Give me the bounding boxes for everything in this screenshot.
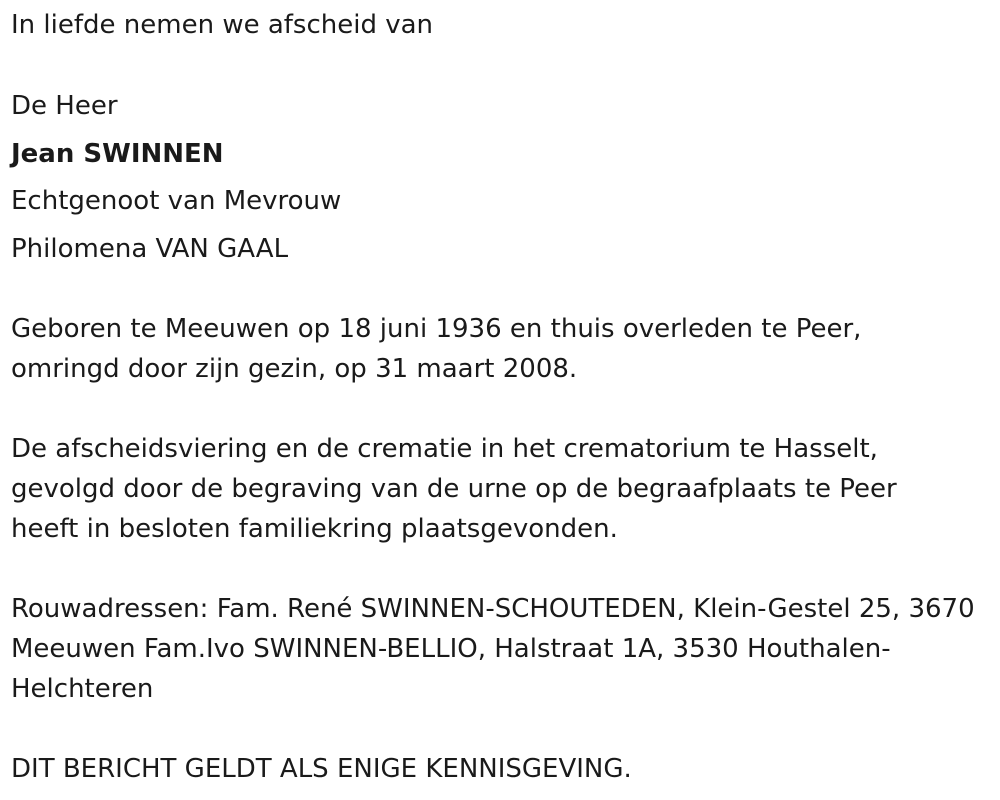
closing-notice: DIT BERICHT GELDT ALS ENIGE KENNISGEVING. [11,754,632,784]
ceremony-line-3: heeft in besloten familiekring plaatsgevonden. [11,514,618,544]
deceased-name: Jean SWINNEN [11,139,224,169]
intro-text: In liefde nemen we afscheid van [11,10,434,40]
address-line-3: Helchteren [11,674,154,704]
address-line-1: Rouwadressen: Fam. René SWINNEN-SCHOUTEDEN, Klein-Gestel 25, 3670 [11,594,975,624]
ceremony-line-2: gevolgd door de begraving van de urne op de begraafplaats te Peer [11,474,897,504]
spouse-name: Philomena VAN GAAL [11,234,289,264]
birth-death-line-2: omringd door zijn gezin, op 31 maart 2008. [11,354,578,384]
birth-death-line-1: Geboren te Meeuwen op 18 juni 1936 en thuis overleden te Peer, [11,314,862,344]
ceremony-line-1: De afscheidsviering en de crematie in het crematorium te Hasselt, [11,434,878,464]
spouse-label: Echtgenoot van Mevrouw [11,186,342,216]
address-line-2: Meeuwen Fam.Ivo SWINNEN-BELLIO, Halstraat 1A, 3530 Houthalen- [11,634,891,664]
honorific: De Heer [11,91,118,121]
